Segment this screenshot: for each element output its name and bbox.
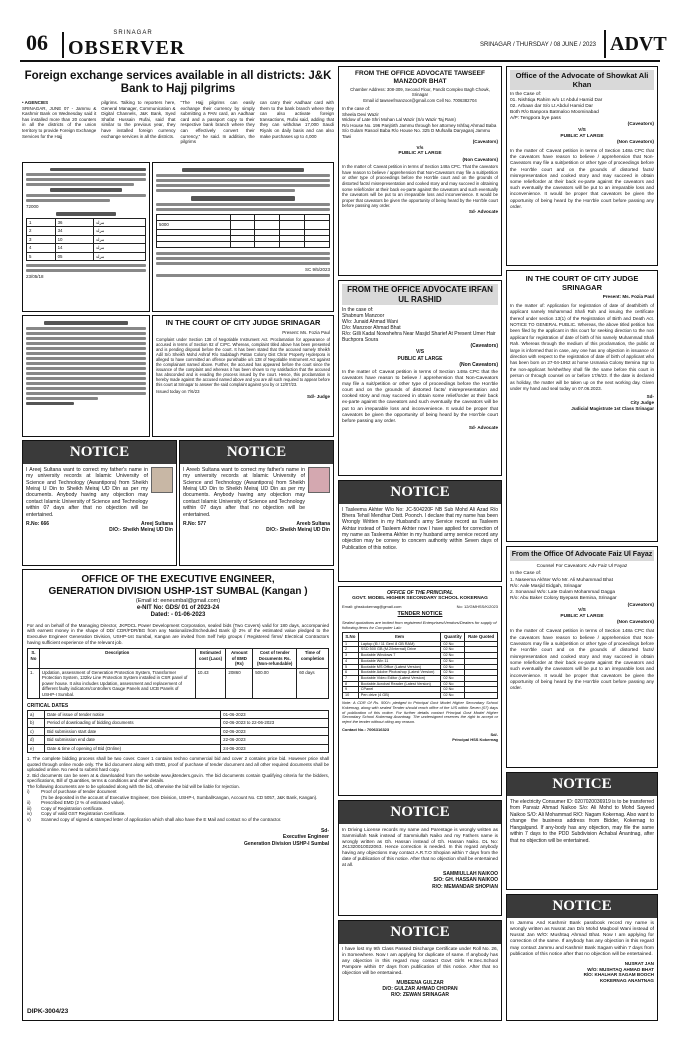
table-cell: Laptop (i5 / 11 Gen/ 8 GB RAM)	[358, 641, 441, 647]
tender-sig-2: Executive Engineer	[282, 834, 329, 841]
table-cell: 7	[343, 676, 359, 682]
article-col-3: "The Hajj pilgrims can easily exchange their currency by simply submitting a PAN card, an Aadhaar card and a passport copy to their respective bank branch where they can effectively convert their currency," he said. In addition, the pilgrims	[180, 100, 255, 145]
advocate-signature: Sd- Advocate	[468, 424, 498, 430]
table-header-row	[343, 633, 498, 642]
list-marker: iii)	[27, 805, 32, 811]
table-cell: مرلہ	[93, 218, 146, 227]
role-caveators: (Caveators)	[627, 122, 654, 127]
table-cell: Period of downloading of bidding documents	[45, 719, 221, 728]
notice-signature: Areej Sultana	[141, 521, 173, 527]
table-cell: 1	[343, 641, 359, 647]
urdu-notice-mid	[152, 162, 334, 312]
notice-text: In Jammu And Kashmir Bank passbook record my name is wrongly written as Nusrat Jan D/o Mohd Maqbool Wani instead of Nusrat Jan W/O: Mushtaq Ahmad Bhat. Now I am applying for correction of the same. If anybody has any objection in this regard may contact Jammu and Kashmir Bank Sagam within 7 days from publication of this notice after that no objection will be entertained.	[510, 920, 654, 957]
table-row	[28, 744, 329, 753]
section-label: ADVT	[604, 30, 660, 58]
table-cell: c)	[28, 727, 45, 736]
notice-sammiullah	[338, 800, 502, 916]
table-row	[28, 736, 329, 745]
table-cell: Bootable Win 11	[358, 658, 441, 664]
public-at-large: PUBLIC AT LARGE	[560, 133, 604, 139]
news-article	[22, 70, 334, 156]
table-header: Rate Quoted	[465, 633, 498, 642]
case-line: D/o: Manzoor Ahmad Bhat	[342, 325, 401, 331]
tender-sig-2: Principal HSS Kokernag	[452, 736, 498, 742]
tender-number: No: 12/GMHSS/K/2023	[456, 604, 498, 610]
notice-heading: NOTICE	[339, 921, 501, 944]
table-cell: 500.00	[253, 668, 297, 699]
table-cell: 20860	[226, 668, 253, 699]
vs-label: V/S	[578, 608, 586, 614]
table-cell: e)	[28, 744, 45, 753]
advocate-tawseef-caveat	[338, 66, 502, 276]
critical-dates-table	[27, 710, 329, 754]
list-item	[27, 817, 329, 823]
role-non-caveators: (Non Caveators)	[616, 620, 654, 626]
table-cell	[465, 693, 498, 699]
table-cell: Bootable MS Office (Latest Version)	[358, 664, 441, 670]
table-cell: 8	[343, 681, 359, 687]
list-marker: ii)	[27, 800, 31, 805]
case-line: R/o House No. 196 Panjtirth Jammu through her attorney Ishfaq Ahmad Baba S/o Gulam Rasool Baba R/o House No. 325 D Mufsalla Daryaganj Jammu Tawi	[342, 122, 497, 139]
court-sig-3: Judicial Magistrate 1st Class Srinagar	[571, 405, 654, 411]
table-cell: 05	[55, 252, 93, 261]
caveat-title: Office of the Advocate of Showkat Ali Khan	[510, 70, 654, 90]
table-cell: 02-06-2023	[221, 727, 329, 736]
caveat-text: In the matter of: Caveat petition in terms of Section 148a CPC that the caveators have reason to believe / apprehension that Non-Caveators may file a suit/petition or other type of proceedings before the Hon'ble court and on the grounds of distorted facts/ misrepresentation and cooked story and may succeed in obtain some relief/order at their back ex-parte against the caveators and such eventually the caveators will be put to an irreparable loss and inconvenience. It would be proper that caveators be given the opportunity of being heard by the Hon'ble court before passing any order.	[342, 370, 498, 424]
table-cell: Bootable Video Editor (Latest Version)	[358, 676, 441, 682]
tender-sig-1: Sd/-	[490, 731, 498, 737]
table-row	[28, 710, 329, 719]
notice-sig-2: S/O: GH. HASSAN NAIKOO	[433, 877, 498, 884]
table-row	[28, 668, 329, 699]
notice-text: The electricity Consumer ID: 0207020036919 is to be transferred from Parvaiz Ahmad Naikoo S/o: Ali Mohd to Mohd Sayeed Naikoo S/O: Ali Mohammad R/O: Nagam Kokernag. Also want to change the business address from Bidder, Kokernag to Hangalgund. If any-body has any objection, may file the same within 7 days to the PDD Subdivision Achabal Anantnag, after that no objection will be entertained.	[510, 798, 654, 844]
table-cell: 2	[343, 647, 359, 653]
table-cell: Date & time of opening of Bid (Online)	[45, 744, 221, 753]
tender-items-table	[342, 632, 498, 699]
notice-heading: NOTICE	[507, 895, 657, 918]
notice-sig-3: R/O: MEMANDAR SHOPIAN	[432, 883, 498, 890]
table-cell: 22-06-2023	[221, 736, 329, 745]
notice-tasleema	[338, 480, 502, 582]
case-line: 01. Nishtiqa Rahim w/o Lt Abdul Hamid Dar	[510, 98, 603, 103]
article-col-2: pilgrims. Talking to reporters here, General Manager, Communication & Digital Channels, J&K Bank, Syed Shafat Hussain Rufai, said that similar to the previous year, they have installed foreign currency exchange services in all the districts.	[101, 100, 176, 139]
table-header: S.No	[343, 633, 359, 642]
table-header: Cost of tender Documents Rs. (Non-refundable)	[253, 649, 297, 669]
table-cell: 1	[27, 218, 56, 227]
dateline: SRINAGAR / THURSDAY / 08 JUNE / 2023	[479, 42, 596, 48]
dipk-number: DIPK-3004/23	[27, 1007, 69, 1015]
table-cell: 02 No	[441, 664, 465, 670]
tender-title: TENDER NOTICE	[397, 611, 443, 618]
tender-title-1: OFFICE OF THE EXECUTIVE ENGINEER,	[81, 574, 275, 585]
tender-nit: e-NIT No: GDS/ 01 of 2023-24	[136, 604, 220, 611]
table-cell: 01-06-2023	[221, 710, 329, 719]
table-cell: Bid submission end date	[45, 736, 221, 745]
divider	[62, 32, 64, 58]
case-line: Sheela Devi Wazir	[342, 111, 379, 117]
applicant-photo	[308, 467, 330, 493]
urdu-amount: 72000	[26, 204, 39, 209]
vs-label: V/S	[578, 127, 586, 133]
table-cell: 02 No	[441, 687, 465, 693]
urdu-notice-left-lower	[22, 315, 150, 437]
notice-sig-1: NUSRAT JAN	[624, 960, 654, 966]
article-columns	[22, 100, 334, 145]
notice-text: I Areeb Sultana want to correct my father's name in my university records at Islamic University of Science and Technology (Awantipora) from Sheikh Meiraj UD Din to Sheikh Meiraj UD Din as per my documents. Anybody having any objection may contact Islamic University of Science and Technology within 07 days after that no objection will be entertained.	[183, 466, 305, 518]
vs-label: V/S	[415, 349, 425, 356]
notice-sig-3: R/O: KHALHAR SAGAM BOOCH	[583, 972, 654, 978]
case-line: R/o: Aale Masjid Eidgah, Srinagar	[510, 583, 582, 589]
list-text: (To be deposited in the account of Executive Engineer, Gen Division, USHP-I, Sumbal/Kangan, Account No. CD 5057, J&K Bank, Kangan).	[41, 794, 318, 800]
school-office: OFFICE OF THE PRINCIPAL	[386, 590, 454, 596]
notice-mubeena	[338, 920, 502, 1021]
counsel-line: Counsel For Caveators: Adv Faiz Ul Fayaz	[536, 563, 628, 569]
notice-sig-2: W/O: MUSHTAQ AHMAD BHAT	[587, 966, 654, 972]
caveat-text: In the matter of: Caveat petition in terms of Section 148a CPC that the caveators have reason to believe / apprehension that Non-Caveators may file a suit/petition or other type of proceedings before the Hon'ble court and on the grounds of distorted facts/ misrepresentation and cooked story and may succeed in obtain some relief/order at their back ex-parte against the caveators and such eventually the caveators will be put to an irreparable loss and inconvenience. It would be proper that caveators be given the opportunity of being heard by the Hon'ble court before passing any order.	[510, 147, 654, 209]
table-cell: 60 days	[297, 668, 329, 699]
case-line: In the case of:	[342, 307, 374, 313]
case-line: In the Case of:	[510, 571, 542, 577]
case-line: 1. Naseema Akhter W/o Mr. Ali Muhammad Bhat	[510, 577, 613, 583]
court-sig-2: City Judge	[630, 400, 654, 406]
notice-heading: NOTICE	[339, 801, 501, 824]
court-title: IN THE COURT OF CITY JUDGE SRINAGAR	[525, 274, 639, 292]
table-cell: SSD 500 GB (M.2/Internal) Drive	[358, 647, 441, 653]
public-at-large: PUBLIC AT LARGE	[397, 355, 443, 362]
table-cell: مرلہ	[93, 227, 146, 236]
tender-intro: Sealed quotations are invited from registered Enterprises/Vendors/Dealers for supply of following items for Computer Lab:	[342, 620, 497, 631]
case-line: In the case of:	[342, 106, 371, 112]
table-header-row	[28, 649, 329, 669]
table-cell: b)	[28, 719, 45, 728]
table-cell: مرلہ	[93, 244, 146, 253]
notice-text: I have lost my 9th Class Passed Discharge Certificate under Roll No. 26, in Somewhere. Now I am applying for duplicate of same. If anybody has any objection in this regard may contact Govt Girls Hr.Sec.School Pampore within 07 days from publication of this notice. After that no objection will be entertained.	[342, 946, 498, 976]
case-line: Shabnum Manzoor	[342, 313, 385, 319]
table-cell: d)	[28, 736, 45, 745]
notice-heading: NOTICE	[180, 441, 333, 464]
table-cell: 02 No	[441, 653, 465, 659]
advocate-showkat-caveat	[506, 66, 658, 266]
table-row	[28, 719, 329, 728]
table-header: Quantity	[441, 633, 465, 642]
table-cell: Bid submission start date	[45, 727, 221, 736]
court-proclamation	[152, 315, 334, 437]
table-header: Time of completion	[297, 649, 329, 669]
case-line: 02. Arbaan dar S/o Lt Abdul Hamid Dar	[510, 104, 593, 109]
list-marker: iv)	[27, 811, 32, 816]
table-cell: 02 No	[441, 681, 465, 687]
critical-dates-title: CRITICAL DATES	[27, 703, 69, 710]
case-line: 2. Sonanaul W/o: Late Gulam Mohammad Dagga	[510, 590, 616, 596]
table-cell: Bootable Acrobat Reader (Latest Version)	[358, 681, 441, 687]
executive-engineer-tender	[22, 569, 334, 1021]
notice-text: I Tasleema Akhter W/o No: JC-504220F NB Sub Mohd Ali Azad R/o Bhera Tehsil Mendhar Distt. Poonch. I declare that my name has been Wrongly Written in my Husband's army Service record as Tasleem Akhtar instead of Tasleem Akhter now I have applied for correction of my name as Tasleema Akhter in my husband army service record any objection may be convey to concern authority within Seven days of Publication of this notice.	[342, 506, 498, 551]
table-cell: 3	[27, 235, 56, 244]
table-cell: 4	[343, 658, 359, 664]
notice-parentage: D/O:- Sheikh Meiraj UD Din	[109, 527, 173, 534]
notice-sig-2: D/O: GULZAR AHMAD CHOPAN	[382, 986, 458, 992]
table-cell: 02-06-2023 to 22-06-2023	[221, 719, 329, 728]
table-cell: 1.	[28, 668, 40, 699]
case-line: Widow of Late Shri Mohan Lal Wazir (S/o Wazir Taj Ram)	[342, 117, 456, 123]
court-title: IN THE COURT OF CITY JUDGE SRINAGAR	[165, 318, 321, 327]
tender-title-2: GENERATION DIVISION USHP-1ST SUMBAL (Kangan )	[48, 586, 308, 597]
table-cell: Date of issue of tender notice	[45, 710, 221, 719]
case-line: In the Case of:	[510, 92, 542, 97]
advocate-faiz-caveat	[506, 546, 658, 768]
table-header: S. No	[28, 649, 40, 669]
list-text: Copy of Registration certificate.	[41, 805, 104, 811]
table-cell: 02 No	[441, 658, 465, 664]
table-cell: 3	[343, 653, 359, 659]
table-row	[27, 244, 146, 253]
court-sig-1: Sd-	[646, 394, 654, 400]
notice-sig-1: MUBEENA GULZAR	[396, 979, 444, 986]
table-cell: 02 No	[441, 676, 465, 682]
table-cell: 36	[55, 218, 93, 227]
notice-sig-4: KOKERNAG ANANTNAG	[599, 978, 654, 984]
school-tender-notice	[338, 586, 502, 796]
tender-para-1: 1. The complete bidding process shall be two cover. Cover 1 contains techno commercial bid and cover 2 contains price bid. However price shall quoted through online mode only. The bid document along with EMD, proof of purchase of tender document and all other required documents shall be uploaded online. No need to submit hard copy.	[27, 756, 329, 772]
notice-parentage: D/O:- Sheikh Meiraj UD Din	[266, 527, 330, 534]
tender-dated: Dated: - 01-06-2023	[150, 612, 206, 619]
table-header: Description	[39, 649, 195, 669]
table-cell: 6	[343, 670, 359, 676]
table-cell: CPanel	[358, 687, 441, 693]
advocate-email: Email id tawseefmanzoor@gmail.com Cell No. 7006382704	[363, 97, 477, 103]
notice-text: I Areej Sultana want to correct my father's name in my university records at Islamic University of Science and Technology (Awantipora) from Sheikh Meiraj U Din to Sheikh Meiraj UD Din as per my documents. Anybody having any objection may contact Islamic University of Science and Technology within 07 days after that no objection will be entertained.	[26, 466, 148, 518]
court-text: Complaint under Section 138 of Negotiable Instrument Act. Proclamation for appearance of accused in terms of Section 82 of CrPC. Whereas, complaint titled above has been presented and is pending disposal before the court. It has been stated that the accused namely Sheikh Adil S/o Sheikh Mohd Ashraf R/o Sadabagh Pattan Colony Dist Chrar Property Hyderpora is alleged to have committed an offence punishable u/s 138 of Negotiable Instrument Act against the complainant named above. Further, the accused has appeared before the court since the issuance of the complaint and whereas it has been shown to my satisfaction that the accused has absconded and is evading the process issued by the court. Hence, this proclamation is hereby made against the accused named above and you are all such required to appear before this court at Srinagar to answer the said complaint against you by or 12/07/23.	[156, 337, 330, 388]
table-cell: 34	[55, 227, 93, 236]
urdu-sc-no: SC 9/5/2023	[304, 266, 330, 272]
court-present: Present: Ms. Fozia Paul	[602, 294, 654, 299]
list-marker: i)	[27, 789, 30, 794]
notice-sig-1: SAMMIULLAH NAIKOO	[443, 871, 498, 878]
byline: • AGENCIES	[22, 100, 49, 105]
table-row	[27, 235, 146, 244]
notice-text: In Driving License records my name and Parentage is wrongly written as Sammiullah Naik instead of Sammiullah Naiko and my Fathers name is wrongly written as Gh. Hassan instead of Gh. Hassan Naiko. DL No: JK1320010022063. Hence correction is needed. In this regard anybody having any objections may contact A.R.T.O Shopian within 7 days from the date of publication of this notice. After that no objection shall be entertained at all.	[342, 826, 498, 868]
chamber-address: Chamber Address: 308-309, Second Floor, Pandit Complex Bagh Chowk, Srinagar	[350, 87, 490, 98]
table-cell: 9	[343, 687, 359, 693]
list-marker: v)	[27, 816, 31, 822]
court-signature: Sd/- Judge	[306, 394, 330, 400]
role-caveators: (Caveators)	[472, 139, 498, 145]
table-cell: Pen drive (4 GB)	[358, 693, 441, 699]
table-cell: 10	[55, 235, 93, 244]
role-caveators: (Caveators)	[470, 343, 498, 349]
notice-rno: R.No: 577	[183, 521, 207, 527]
table-cell: Updation, assessment of Generation Protection System, Transformer Protection System, 132kv Line Protection System installed in CSR panel of power house. It also includes Updation, assessment and replacement of different faulty indicators/controllers Gauge Panels and UCB Panels of USHP-I Sumbal.	[39, 668, 195, 699]
tender-para-3: The following documents are to be uploaded along with the bid, otherwise the bid will be liable for rejection.	[27, 783, 240, 789]
table-cell: مرلہ	[93, 252, 146, 261]
notice-electricity	[506, 772, 658, 890]
court-birth-registration	[506, 270, 658, 542]
caveat-title: From the Office Of Advocate Faiz Ul Fayaz	[510, 550, 654, 561]
table-cell: 02 No	[441, 641, 465, 647]
table-cell: 10.43	[195, 668, 226, 699]
article-text: SRINAGAR, JUNE 07 - Jammu & Kashmir Bank on Wednesday said it has installed more than 20 counters in all the districts of the union territory to provide Foreign Exchange Services for the Hajj	[22, 105, 97, 139]
table-cell: a)	[28, 710, 45, 719]
court-text: In the matter of: Application for registration of date of death/birth of applicant namely Mohammad Shafi Rah and issuing the certificate thereof under section 13(1) of the Registration of Birth and Death Act. NOTICE TO GENERAL PUBLIC. Whereas, the above titled petition has been filed by the applicant in this court for seeking direction to the non applicant for registration of date of birth of his namely Muhammad Shafi Rah. Whereas through the medium of this proclamation, the public at large is informed that in case, any one has any objection in issuance of direction with respect to the registration of date of birth of applicant who has been born on 27-04-1962 at home Usmania Colony Bemina Sgr to the non-applicant he/she/they shall file the same before this court in person or through counsel on or before 17/6/23. If the date is declared as holiday, the matter will be taken up on the next working day. Given under my hand and seal today on 07.06.2023.	[510, 302, 654, 392]
case-line: W/o: Junaid Ahmad Wani	[342, 319, 398, 325]
table-header: Amount of EMD (Rs)	[226, 649, 253, 669]
caveat-title: FROM THE OFFICE ADVOCATE TAWSEEF MANZOOR BHAT	[355, 70, 485, 85]
case-line: R/o: Gilli Kadal Nowshehra Near Masjid Sharief At Present Umer Hair Buchpora Soura	[342, 331, 496, 343]
table-row	[27, 218, 146, 227]
court-date: Issued today on 7/6/23	[156, 389, 200, 395]
table-cell: 02 No	[441, 670, 465, 676]
tender-email: (Email id: eeneumbal@gmail.com)	[135, 598, 221, 604]
page-number: 06	[26, 30, 48, 55]
urdu-mid-table	[156, 214, 330, 248]
urdu-land-table	[26, 218, 146, 262]
role-non-caveators: (Non Caveators)	[616, 139, 654, 145]
tender-intro: For and on behalf of the Managing Director, JKPDCL Power Development Corporation, sealed bids (Two Covers) valid for 180 days, accompanied with earnest money in the shape of DD/ CDR/FDR/BG from any Nationalized/Scheduled Bank @ 2% of the estimated value pledged to the Executive Engineer Generation Division, USHP-1st Sumbal, Kangan are invited from Self help groups / Registered firms/ Electrical Contractors having sufficient experience of the relevant job.	[27, 622, 329, 645]
notice-rno: R.No: 666	[26, 521, 50, 527]
table-cell: 02 No	[441, 693, 465, 699]
court-present: Present: Ms. Fozia Paul	[282, 329, 330, 335]
list-text: Scanned copy of signed & stamped letter of application which shall also have the E Mail and contact no of the contractor.	[41, 816, 282, 822]
table-cell: 02 No	[441, 647, 465, 653]
case-line: A/P: Tengpora bye pass	[510, 116, 561, 121]
table-header: Estimated cost (Lacs)	[195, 649, 226, 669]
list-text: Proof of purchase of tender document	[41, 789, 117, 794]
vs-label: V/s	[416, 144, 424, 150]
article-col-1	[22, 100, 96, 145]
list-text: Prescribed EMD (2 % of estimated value).	[41, 800, 125, 805]
brand-main: OBSERVER	[68, 37, 186, 59]
table-cell: 4	[27, 244, 56, 253]
table-row	[343, 693, 498, 699]
notice-heading: NOTICE	[339, 481, 501, 504]
table-header: Item	[358, 633, 441, 642]
public-at-large: PUBLIC AT LARGE	[398, 150, 442, 156]
notice-areeb-2	[179, 440, 334, 566]
caveat-text: In the matter of: Caveat petition in terms of Section 148a CPC that the caveators have reason to believe / apprehension that Non-Caveators may file a suit/petition or other type of proceedings before the Hon'ble court and on the grounds of distorted facts/ misrepresentation and cooked story and may succeed in obtain some relief/order at their back ex-parte against the caveators and such eventually the caveators will be put to an irreparable loss and inconvenience. It would be proper that caveators be given the opportunity of being heard by the Hon'ble court before passing any order.	[510, 628, 654, 691]
table-row	[28, 727, 329, 736]
role-caveators: (Caveators)	[627, 602, 654, 608]
applicant-photo	[151, 467, 173, 493]
advocate-irfan-caveat	[338, 280, 502, 476]
table-cell: Bootable Adobe Photoshop (Latest Version)	[358, 670, 441, 676]
table-cell: مرلہ	[93, 235, 146, 244]
table-cell: 5	[343, 664, 359, 670]
tender-para-2: 2. Bid documents can be seen at & downloaded from the website www.jktenders.gov.in. The bid documents contain Qualifying criteria for the bidders, specifications, Bill of Quantities, terms & conditions and other details.	[27, 772, 329, 783]
table-cell: 14	[55, 244, 93, 253]
advocate-signature: Sd- Advocate	[468, 209, 498, 215]
school-name: GOVT. MODEL HIGHER SECONDARY SCHOOL KOKERNAG	[352, 596, 488, 602]
masthead	[20, 28, 667, 62]
table-cell: Bootable Windows 7	[358, 653, 441, 659]
list-text: Copy of valid GST Registration Certificate.	[41, 811, 126, 816]
notice-signature: Areeb Sultana	[296, 521, 330, 527]
headline: Foreign exchange services available in all districts: J&K Bank to Hajj pilgrims	[24, 70, 332, 95]
role-non-caveators: (Non Caveators)	[459, 361, 498, 368]
notice-heading: NOTICE	[507, 773, 657, 796]
school-email: Email: ghsskokernag@gmail.com	[342, 604, 402, 610]
tender-note: Note: A CDR Of Rs. 500/= pledged to Principal Govt Model Higher Secondary School Kokernag, along with sealed Tender should reach office of the U/S within Seven (07) days of publication of this notice. For further details contact Principal Govt Model Higher Secondary School Kokernag Anantnag. The undersigned reserves the right to accept or reject the tender without citing any reason.	[342, 699, 498, 725]
urdu-mid-amount: 5000	[157, 221, 231, 230]
tender-sig-3: Generation Division USHP-I Sumbal	[243, 840, 329, 847]
table-cell: 2	[27, 227, 56, 236]
role-non-caveators: (Non Caveators)	[462, 156, 498, 162]
case-line: Both R/o Banpora Batmaloo Moominabad	[510, 110, 599, 115]
public-at-large: PUBLIC AT LARGE	[560, 614, 604, 620]
tender-work-table	[27, 648, 329, 699]
table-row	[27, 252, 146, 261]
caveat-title: FROM THE OFFICE ADVOCATE IRFAN UL RASHID	[342, 284, 498, 305]
brand-top: SRINAGAR	[113, 30, 153, 36]
tender-contact: Contact No.: 7006316323	[342, 726, 390, 732]
table-cell: 5	[27, 252, 56, 261]
case-line: R/o: Abu Baker Colony Byepass Bemina, Srinagar	[510, 596, 617, 602]
table-cell: 10	[343, 693, 359, 699]
table-cell: 24-06-2023	[221, 744, 329, 753]
tender-sig-1: Sd-	[320, 828, 329, 834]
notice-nusrat	[506, 894, 658, 1021]
tender-document-list	[27, 789, 329, 822]
notice-sig-3: R/O: ZEWAN SRINAGAR	[390, 992, 450, 999]
notice-heading: NOTICE	[23, 441, 176, 464]
urdu-date: 23/05/18	[26, 274, 44, 280]
article-col-4: can carry their Aadhaar card with them to the bank branch where they can also activate foreign transactions, Rufai said, adding that they can withdraw 17,000 Saudi Riyals on daily basis and can also make purchases up to 4,000	[259, 100, 334, 139]
table-row	[27, 227, 146, 236]
notice-areej-1	[22, 440, 177, 566]
caveat-text: In the matter of: Caveat petition in terms of Section 148a CPC. That the caveators have reason to believe / apprehension that Non-Caveators may file a suit/petition or other type of proceedings before the Hon'ble court and on the grounds of distorted facts/ misrepresentation and cooked story and may succeed in obtaining some relief/order at their back ex-parte against the caveators and such eventually the caveators will be put to an irreparable loss and inconvenience. It would be proper that caveators be given the opportunity of being heard by the Hon'ble court before passing any order.	[342, 164, 498, 209]
urdu-notice-left	[22, 162, 150, 312]
